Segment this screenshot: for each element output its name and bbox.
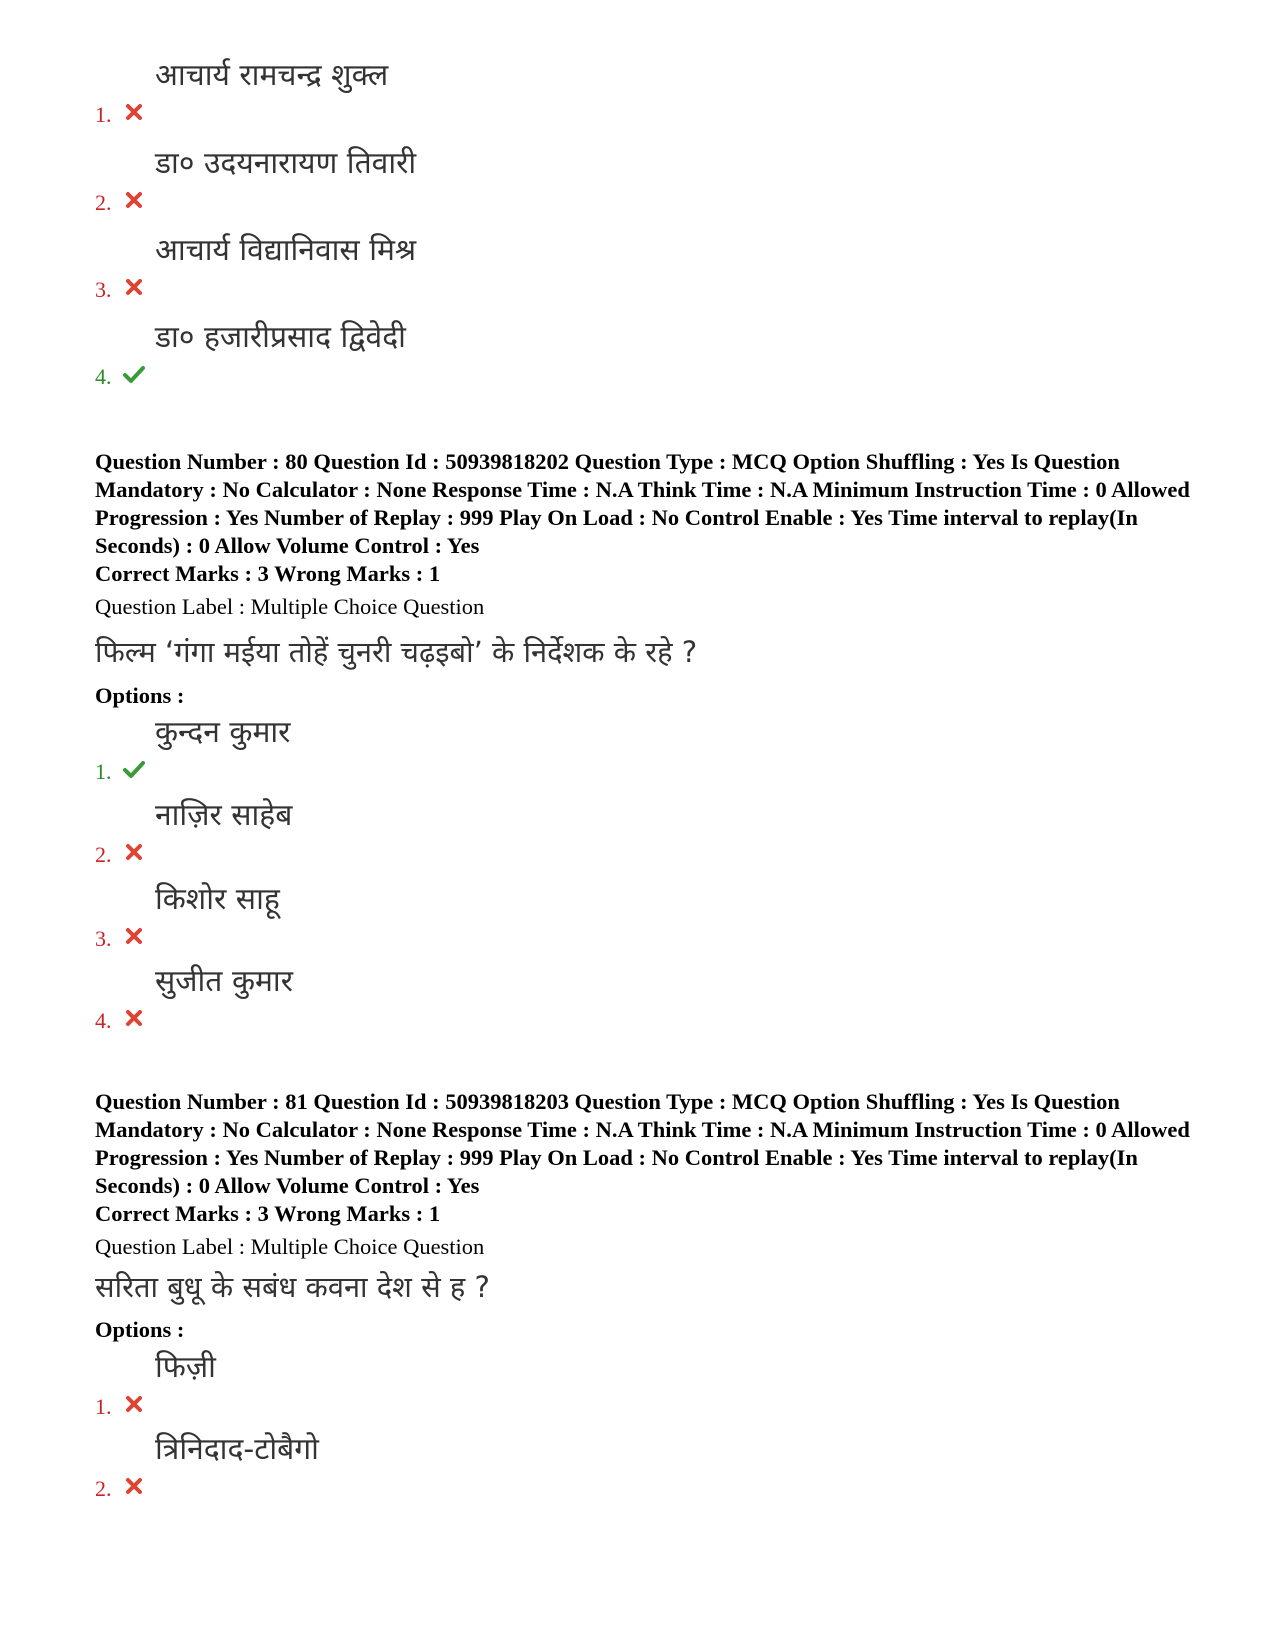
option-number: 3.: [95, 926, 112, 951]
check-icon: [122, 364, 146, 384]
option-text: फिज़ी: [155, 1350, 216, 1385]
prev-option-1: [95, 56, 795, 126]
option-text: नाज़िर साहेब: [155, 798, 293, 833]
option-number: 1.: [95, 1394, 112, 1419]
option-text: कुन्दन कुमार: [155, 715, 291, 750]
option-text: आचार्य विद्यानिवास मिश्र: [155, 233, 417, 268]
question-80-options-heading: Options :: [95, 683, 185, 708]
question-81-options-heading: Options :: [95, 1317, 185, 1342]
prev-option-2: [95, 144, 795, 214]
question-80-meta: Question Number : 80 Question Id : 50939818202 Question Type : MCQ Option Shuffling : Yes Is Question Mandatory : No Calculator : None Response Time : N.A Think Time : N.A Minimum Instruction Time : 0 Allowed Progression : Yes Number of Replay : 999 Play On Load : No Control Enable : Yes Time interval to replay(In Seconds) : 0 Allow Volume Control : Yes: [95, 449, 1190, 558]
option-number: 2.: [95, 842, 112, 867]
check-icon: [122, 759, 146, 779]
option-number: 3.: [95, 277, 112, 302]
option-number: 1.: [95, 759, 112, 784]
option-text: सुजीत कुमार: [155, 964, 293, 999]
question-81-meta: Question Number : 81 Question Id : 50939818203 Question Type : MCQ Option Shuffling : Yes Is Question Mandatory : No Calculator : None Response Time : N.A Think Time : N.A Minimum Instruction Time : 0 Allowed Progression : Yes Number of Replay : 999 Play On Load : No Control Enable : Yes Time interval to replay(In Seconds) : 0 Allow Volume Control : Yes: [95, 1089, 1190, 1198]
cross-icon: [122, 1394, 146, 1414]
q80-option-4: [95, 962, 795, 1032]
prev-option-3: [95, 231, 795, 301]
q81-option-2: [95, 1430, 795, 1500]
option-text: डा० उदयनारायण तिवारी: [155, 146, 417, 181]
q80-option-1: [95, 713, 795, 783]
question-80-label: Question Label : Multiple Choice Question: [95, 594, 485, 619]
option-number: 1.: [95, 102, 112, 127]
option-text: त्रिनिदाद-टोबैगो: [155, 1432, 319, 1467]
cross-icon: [122, 842, 146, 862]
question-80-marks: Correct Marks : 3 Wrong Marks : 1: [95, 561, 441, 586]
question-81-marks: Correct Marks : 3 Wrong Marks : 1: [95, 1201, 441, 1226]
cross-icon: [122, 277, 146, 297]
question-81-text: सरिता बुधू के सबंध कवना देश से ह ?: [95, 1270, 490, 1304]
prev-option-4: [95, 318, 795, 388]
cross-icon: [122, 190, 146, 210]
cross-icon: [122, 1476, 146, 1496]
option-number: 4.: [95, 364, 112, 389]
option-number: 4.: [95, 1008, 112, 1033]
question-81-label: Question Label : Multiple Choice Question: [95, 1234, 485, 1259]
q80-option-2: [95, 796, 795, 866]
cross-icon: [122, 926, 146, 946]
option-number: 2.: [95, 1476, 112, 1501]
q80-option-3: [95, 880, 795, 950]
cross-icon: [122, 1008, 146, 1028]
question-80-text: फिल्म ‘गंगा मईया तोहें चुनरी चढ़इबो’ के निर्देशक के रहे ?: [95, 635, 698, 669]
option-text: किशोर साहू: [155, 882, 280, 917]
option-number: 2.: [95, 190, 112, 215]
option-text: आचार्य रामचन्द्र शुक्ल: [155, 58, 389, 93]
q81-option-1: [95, 1348, 795, 1418]
option-text: डा० हजारीप्रसाद द्विवेदी: [155, 320, 406, 355]
cross-icon: [122, 102, 146, 122]
